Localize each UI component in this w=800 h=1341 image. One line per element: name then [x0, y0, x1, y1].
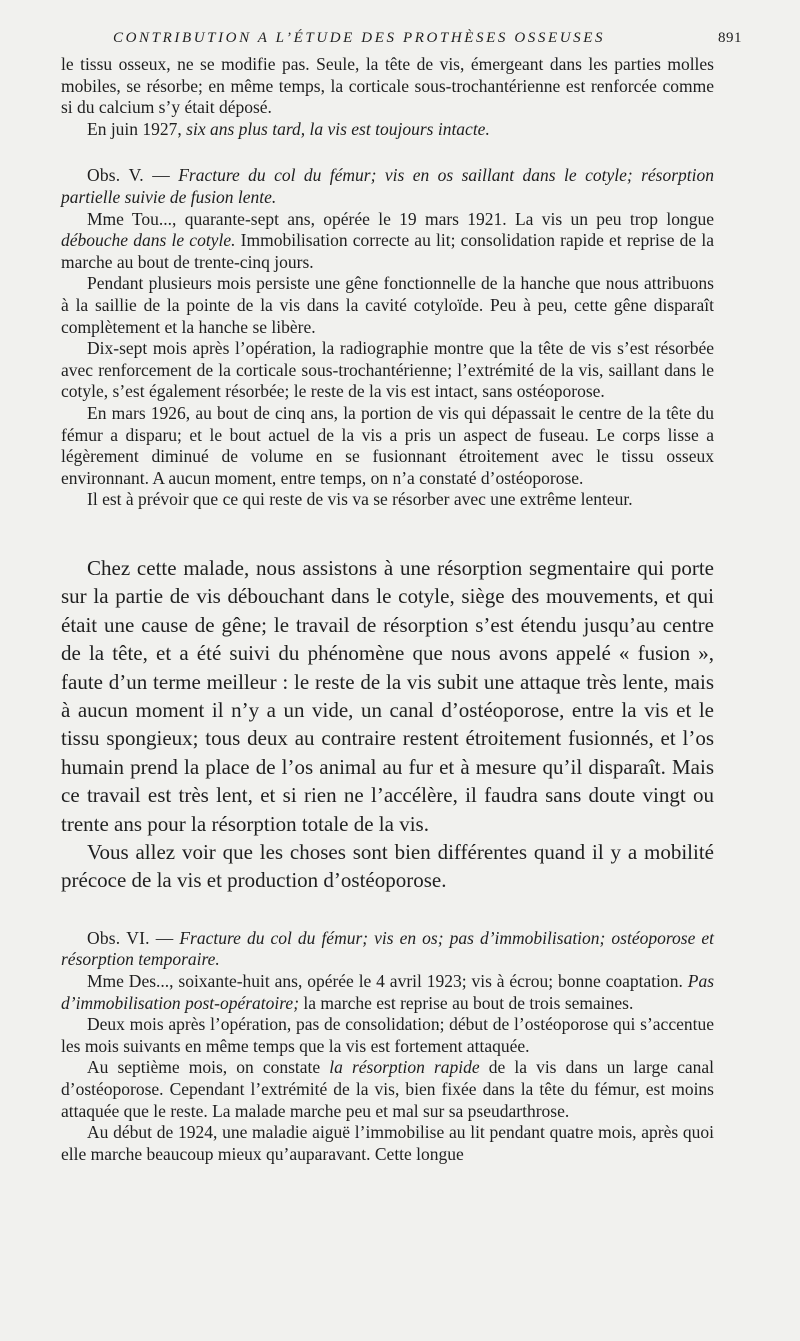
observation-v-paragraph-5: Il est à prévoir que ce qui reste de vis va se résorber avec une extrême lenteur. — [87, 489, 633, 510]
observation-vi — [61, 928, 714, 1166]
page-number: 891 — [718, 30, 742, 46]
observation-v-label: Obs. V. — [87, 165, 144, 186]
discussion-paragraph-2: Vous allez voir que les choses sont bien différentes quand il y a mobilité précoce de la vis et production d’ostéoporose. — [61, 839, 714, 893]
observation-v-paragraph-3: Dix-sept mois après l’opération, la radiographie montre que la tête de vis s’est résorbée avec renforcement de la corticale sous-trochantérienne; l’extrémité de la vis, saillant dans le cotyle, s’est également résorbée; le reste de la vis est intact, sans ostéoporose. — [61, 338, 714, 402]
observation-v-paragraph-4: En mars 1926, au bout de cinq ans, la portion de vis qui dépassait le centre de la tête du fémur a disparu; et le bout actuel de la vis a pris un aspect de fuseau. Le corps lisse a légèrement diminué de volume en se fusionnant étroitement avec le tissu osseux environnant. A aucun moment, entre temps, on n’a constaté d’ostéoporose. — [61, 402, 714, 488]
observation-vi-p1-italic: Pas d’immobilisation post-opératoire; — [61, 970, 714, 1013]
discussion-paragraph-1: Chez cette malade, nous assistons à une résorption segmentaire qui porte sur la partie de vis débouchant dans le cotyle, siège des mouvements, et qui était une cause de gêne; le travail de résorption s’est étendu jusqu’au centre de la tête, et a été suivi du phénomène que nous avons appelé « fusion », faute d’un terme meilleur : le reste de la vis subit une attaque très lente, mais à aucun moment il n’y a un vide, un canal d’ostéoporose, entre la vis et le tissu spongieux; tous deux au contraire restent étroitement fusionnés, et l’os humain prend la place de l’os animal au fur et à mesure qu’il disparaît. Mais ce travail est très lent, et si rien ne l’accélère, il faudra sans doute vingt ou trente ans pour la résorption totale de la vis. — [61, 555, 714, 836]
observation-vi-label: Obs. VI. — [87, 927, 150, 948]
observation-vi-heading: Obs. VI. — Fracture du col du fémur; vis en os; pas d’immobilisation; ostéoporose et résorption temporaire. — [61, 927, 715, 970]
discussion-section — [61, 554, 714, 895]
observation-vi-p3-a: Au septième mois, on constate — [87, 1057, 330, 1078]
observation-vi-paragraph-4: Au début de 1924, une maladie aiguë l’immobilise au lit pendant quatre mois, après quoi elle marche beaucoup mieux qu’auparavant. Cette longue — [61, 1122, 714, 1164]
observation-v-p1-b: Immobilisation correcte au lit; consolidation rapide et reprise de la marche au bout de trente-cinq jours. — [61, 230, 714, 272]
observation-v-p1-a: Mme Tou..., quarante-sept ans, opérée le 19 mars 1921. La vis un peu trop longue — [87, 208, 714, 229]
observation-vi-p3-italic: la résorption rapide — [329, 1057, 480, 1078]
observation-v — [61, 165, 714, 511]
running-header — [61, 28, 742, 54]
observation-v-paragraph-1 — [61, 209, 714, 274]
observation-vi-p1-a: Mme Des..., soixante-huit ans, opérée le 4 avril 1923; vis à écrou; bonne coaptation. — [87, 970, 688, 991]
observation-vi-p1-b: la marche est reprise au bout de trois semaines. — [299, 992, 634, 1013]
continuation-paragraph: le tissu osseux, ne se modifie pas. Seule, la tête de vis, émergeant dans les parties molles mobiles, se résorbe; en même temps, la corticale sous-trochantérienne est renforcée comme si du calcium s’y était déposé. — [61, 54, 714, 118]
running-title: CONTRIBUTION A L’ÉTUDE DES PROTHÈSES OSSEUSES — [113, 30, 606, 46]
date-note — [61, 119, 714, 141]
date-note-italic: six ans plus tard, la vis est toujours intacte. — [186, 118, 490, 139]
observation-v-title: Fracture du col du fémur; vis en os saillant dans le cotyle; résorption partielle suivie de fusion lente. — [61, 165, 715, 207]
observation-v-p1-italic: débouche dans le cotyle. — [61, 230, 236, 251]
date-note-prefix: En juin 1927, — [87, 118, 187, 139]
observation-v-heading: Obs. V. — Fracture du col du fémur; vis en os saillant dans le cotyle; résorption partielle suivie de fusion lente. — [61, 165, 715, 207]
observation-vi-p3-b: de la vis dans un large canal d’ostéoporose. Cependant l’extrémité de la vis, bien fixée dans la tête du fémur, est moins attaquée que le reste. La malade marche peu et mal sur sa pseudarthrose. — [61, 1057, 714, 1121]
observation-vi-paragraph-1 — [61, 971, 714, 1014]
observation-vi-paragraph-3 — [61, 1057, 714, 1122]
observation-vi-title: Fracture du col du fémur; vis en os; pas d’immobilisation; ostéoporose et résorption temporaire. — [61, 927, 715, 970]
observation-v-paragraph-2: Pendant plusieurs mois persiste une gêne fonctionnelle de la hanche que nous attribuons à la saillie de la pointe de la vis dans la cavité cotyloïde. Peu à peu, cette gêne disparaît complètement et la hanche se libère. — [61, 273, 714, 337]
observation-vi-paragraph-2: Deux mois après l’opération, pas de consolidation; début de l’ostéoporose qui s’accentue les mois suivants en même temps que la vis est fortement attaquée. — [61, 1014, 714, 1056]
top-continuation — [61, 54, 714, 140]
